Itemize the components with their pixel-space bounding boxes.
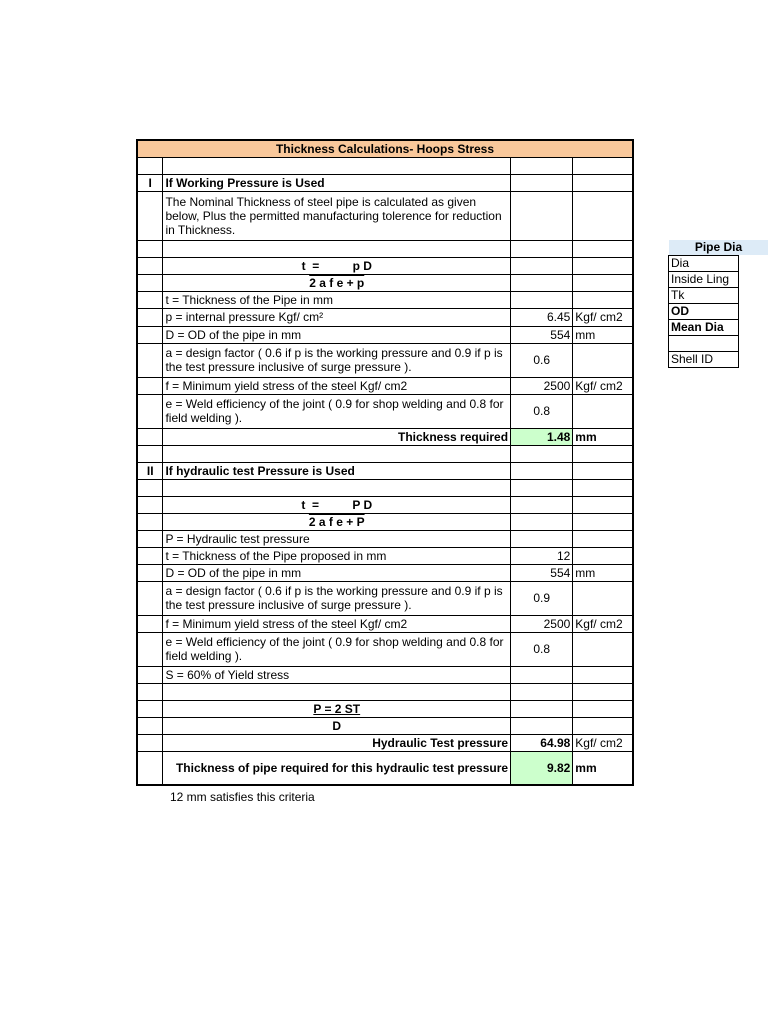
param-unit: mm <box>573 326 633 343</box>
param-label: f = Minimum yield stress of the steel Kgf/ cm2 <box>163 377 511 394</box>
param-label: a = design factor ( 0.6 if p is the working pressure and 0.9 if p is the test pressure inclusive of surge pressure ). <box>163 581 511 615</box>
result-value: 9.82 <box>511 751 573 785</box>
param-value: 554 <box>511 326 573 343</box>
formula-numerator: t = p D <box>163 257 511 274</box>
param-value: 0.8 <box>511 632 573 666</box>
param-unit: Kgf/ cm2 <box>573 615 633 632</box>
formula-denominator: 2 a f e + p <box>309 275 365 290</box>
pipe-dia-label: Tk <box>669 288 739 304</box>
section-heading: If Working Pressure is Used <box>163 174 511 191</box>
section-number: I <box>137 174 163 191</box>
pipe-dia-label: Inside Ling <box>669 272 739 288</box>
result-value: 1.48 <box>511 428 573 445</box>
param-label: f = Minimum yield stress of the steel Kgf/ cm2 <box>163 615 511 632</box>
pipe-dia-label <box>669 336 739 352</box>
htp-label: Hydraulic Test pressure <box>163 734 511 751</box>
param-value: 2500 <box>511 615 573 632</box>
section-heading: If hydraulic test Pressure is Used <box>163 462 511 479</box>
result-unit: mm <box>573 751 633 785</box>
param-unit: Kgf/ cm2 <box>573 377 633 394</box>
param-unit <box>573 291 633 308</box>
param-label: e = Weld efficiency of the joint ( 0.9 for shop welding and 0.8 for field welding ). <box>163 632 511 666</box>
param-value: 0.8 <box>511 394 573 428</box>
param-unit <box>573 581 633 615</box>
pipe-dia-table <box>668 240 768 368</box>
param-value <box>511 291 573 308</box>
formula-numerator: t = P D <box>163 496 511 513</box>
formula2-denominator: D <box>163 717 511 734</box>
param-value: 6.45 <box>511 308 573 326</box>
pipe-dia-header: Pipe Dia <box>669 240 768 256</box>
pipe-dia-label: OD <box>669 304 739 320</box>
formula2-numerator: P = 2 ST <box>313 701 361 716</box>
param-unit: Kgf/ cm2 <box>573 308 633 326</box>
pipe-dia-label: Dia <box>669 256 739 272</box>
pipe-dia-label: Shell ID <box>669 352 739 368</box>
param-label: D = OD of the pipe in mm <box>163 564 511 581</box>
param-label: p = internal pressure Kgf/ cm² <box>163 308 511 326</box>
result-label: Thickness of pipe required for this hydraulic test pressure <box>163 751 511 785</box>
formula-denominator: 2 a f e + P <box>308 514 365 529</box>
param-value: 12 <box>511 547 573 564</box>
param-label: t = Thickness of the Pipe proposed in mm <box>163 547 511 564</box>
sheet-title: Thickness Calculations- Hoops Stress <box>137 140 633 157</box>
param-label: S = 60% of Yield stress <box>163 666 511 683</box>
param-value: 2500 <box>511 377 573 394</box>
param-unit <box>573 666 633 683</box>
param-unit <box>573 632 633 666</box>
param-unit <box>573 343 633 377</box>
calculation-sheet <box>136 139 634 786</box>
result-label: Thickness required <box>163 428 511 445</box>
param-unit: mm <box>573 564 633 581</box>
param-label: e = Weld efficiency of the joint ( 0.9 for shop welding and 0.8 for field welding ). <box>163 394 511 428</box>
intro-text: The Nominal Thickness of steel pipe is calculated as given below, Plus the permitted manufacturing tolerence for reduction in Thickness. <box>163 191 511 240</box>
criteria-note: 12 mm satisfies this criteria <box>170 790 315 804</box>
param-value <box>511 530 573 547</box>
param-unit <box>573 547 633 564</box>
result-unit: mm <box>573 428 633 445</box>
param-unit <box>573 530 633 547</box>
param-value: 0.6 <box>511 343 573 377</box>
param-unit <box>573 394 633 428</box>
param-value: 0.9 <box>511 581 573 615</box>
pipe-dia-label: Mean Dia <box>669 320 739 336</box>
param-label: a = design factor ( 0.6 if p is the working pressure and 0.9 if p is the test pressure inclusive of surge pressure ). <box>163 343 511 377</box>
htp-value: 64.98 <box>511 734 573 751</box>
param-label: P = Hydraulic test pressure <box>163 530 511 547</box>
param-value <box>511 666 573 683</box>
htp-unit: Kgf/ cm2 <box>573 734 633 751</box>
param-label: D = OD of the pipe in mm <box>163 326 511 343</box>
section-number: II <box>137 462 163 479</box>
param-value: 554 <box>511 564 573 581</box>
param-label: t = Thickness of the Pipe in mm <box>163 291 511 308</box>
